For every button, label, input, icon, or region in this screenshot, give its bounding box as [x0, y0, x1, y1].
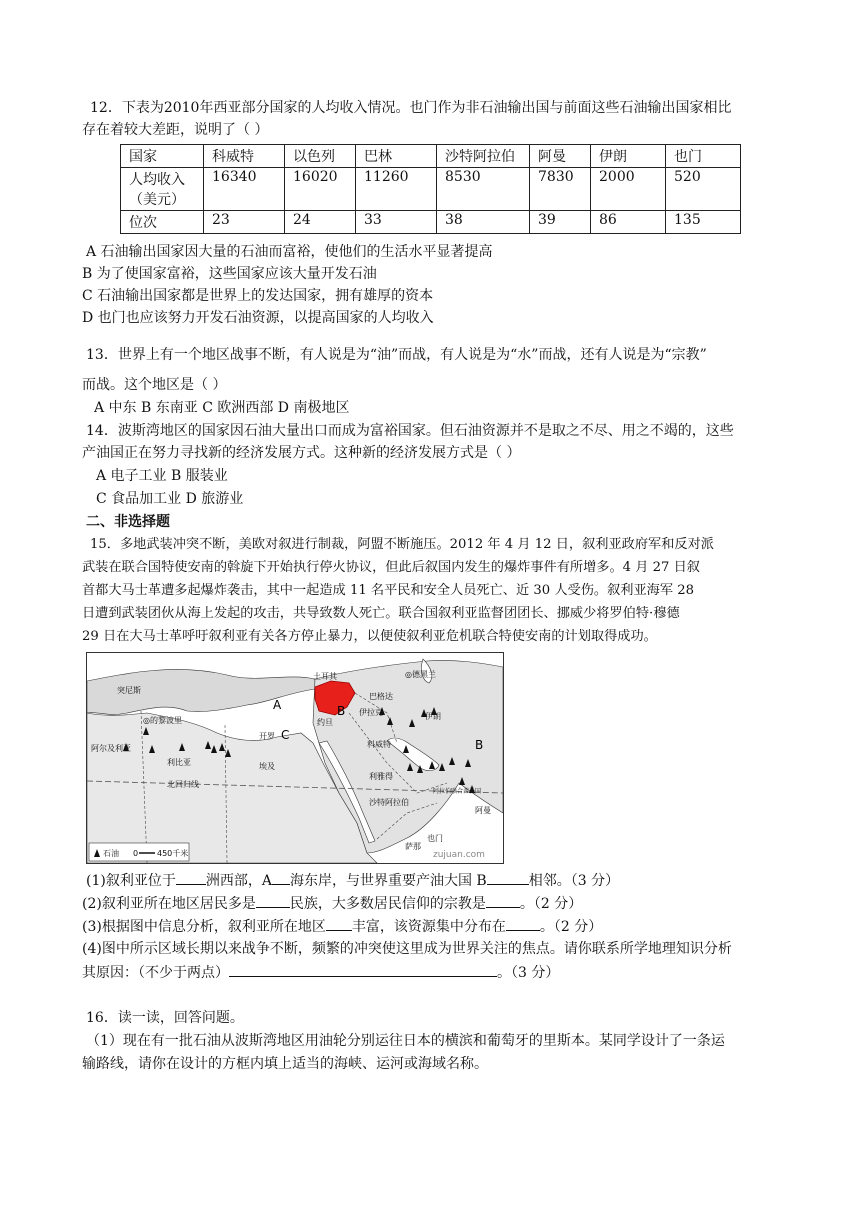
- table-cell: 86: [591, 211, 666, 234]
- q15-sub3-text: 。（2 分）: [539, 919, 603, 935]
- answer-blank[interactable]: [486, 893, 520, 908]
- q16-line1: （1）现在有一批石油从波斯湾地区用油轮分别运往日本的横滨和葡萄牙的里斯本。某同学设计了一条运: [86, 1033, 725, 1049]
- map-watermark: zujuan.com: [433, 850, 485, 860]
- legend-scale-zero: 0: [133, 849, 139, 858]
- q15-paragraph-line3: 首都大马士革遭多起爆炸袭击，其中一起造成 11 名平民和安全人员死亡、近 30 人受伤。叙利亚海军 28: [82, 583, 694, 598]
- map-label-yemen: 也门: [427, 834, 443, 843]
- table-cell: 11260: [356, 168, 437, 211]
- q16-title: 16．读一读，回答问题。: [86, 1010, 244, 1026]
- q15-sub2-text: (2)叙利亚所在地区居民多是: [82, 896, 256, 912]
- q12-option-a: A 石油输出国家因大量的石油而富裕，使他们的生活水平显著提高: [86, 244, 493, 260]
- table-cell: 23: [204, 211, 285, 234]
- q15-paragraph-line5: 29 日在大马士革呼吁叙利亚有关各方停止暴力，以便使叙利亚危机联合特使安南的计划取得成功。: [82, 629, 657, 644]
- map-label-jordan: 约旦: [317, 718, 333, 727]
- map-label-tripoli: ◎的黎波里: [143, 716, 182, 725]
- q12-stem-line2: 存在着较大差距，说明了（ ）: [82, 122, 269, 138]
- q15-sub2-text: 民族，大多数居民信仰的宗教是: [289, 896, 486, 912]
- table-cell: 以色列: [285, 145, 356, 168]
- income-table: [120, 144, 741, 234]
- table-cell: 16020: [285, 168, 356, 211]
- map-letter-a: A: [273, 698, 282, 712]
- table-cell: 135: [666, 211, 741, 234]
- table-row: [121, 145, 741, 168]
- table-cell: [121, 168, 204, 211]
- map-label-oman: 阿曼: [475, 806, 491, 815]
- q15-sub4-line1: (4)图中所示区域长期以来战争不断，频繁的冲突使这里成为世界关注的焦点。请你联系所学地理知识分析: [82, 941, 732, 957]
- map-label-baghdad: 巴格达: [369, 692, 393, 701]
- q13-options: A 中东 B 东南亚 C 欧洲西部 D 南极地区: [94, 400, 350, 416]
- map-label-libya: 利比亚: [167, 758, 191, 767]
- table-cell: 科威特: [204, 145, 285, 168]
- table-cell: 39: [530, 211, 591, 234]
- map-label-uae: 阿拉伯联合酋长国: [433, 788, 482, 795]
- map-label-cairo: 开罗: [259, 732, 275, 741]
- q15-paragraph-line2: 武装在联合国特使安南的斡旋下开始执行停火协议，但此后叙国内发生的爆炸事件有所增多。4 月 27 日叙: [82, 560, 700, 575]
- answer-blank[interactable]: [326, 916, 352, 931]
- q15-sub3-text: (3)根据图中信息分析，叙利亚所在地区: [82, 919, 326, 935]
- answer-blank[interactable]: [272, 870, 290, 885]
- q15-paragraph-line1: 15．多地武装冲突不断，美欧对叙进行制裁，阿盟不断施压。2012 年 4 月 12 日，叙利亚政府军和反对派: [90, 537, 714, 552]
- q14-options-row2: C 食品加工业 D 旅游业: [96, 491, 244, 507]
- map-label-tehran: ◎德黑兰: [405, 670, 436, 679]
- table-cell: 伊朗: [591, 145, 666, 168]
- table-cell: 巴林: [356, 145, 437, 168]
- map-label-algeria: 阿尔及利亚: [91, 744, 131, 753]
- table-cell: 位次: [121, 211, 204, 234]
- middle-east-map: [86, 652, 504, 864]
- map-label-saudi: 沙特阿拉伯: [369, 798, 409, 807]
- q15-sub1-text: 相邻。（3 分）: [528, 873, 620, 889]
- q14-stem-line1: 14．波斯湾地区的国家因石油大量出口而成为富裕国家。但石油资源并不是取之不尽、用之不竭的，这些: [86, 423, 734, 439]
- table-cell: 沙特阿拉伯: [437, 145, 530, 168]
- q15-sub4-text: 。（3 分）: [497, 965, 560, 981]
- q13-stem-line1: 13．世界上有一个地区战事不断，有人说是为“油”而战，有人说是为“水”而战，还有人说是为“宗教”: [86, 347, 707, 363]
- q15-sub1-text: 海东岸，与世界重要产油大国 B: [289, 873, 487, 889]
- map-letter-b-east: B: [475, 738, 484, 752]
- table-cell: 2000: [591, 168, 666, 211]
- table-cell: 8530: [437, 168, 530, 211]
- q12-option-b: B 为了使国家富裕，这些国家应该大量开发石油: [82, 266, 377, 282]
- legend-oil-label: 石油: [103, 849, 119, 858]
- table-cell: 7830: [530, 168, 591, 211]
- q15-sub2-text: 。（2 分）: [519, 896, 583, 912]
- income-label-1: 人均收入: [129, 172, 185, 188]
- map-label-tunis: 突尼斯: [117, 686, 141, 695]
- q14-stem-line2: 产油国正在努力寻找新的经济发展方式。这种新的经济发展方式是（ ）: [82, 445, 521, 461]
- q15-sub4-text: 其原因：（不少于两点）: [82, 965, 229, 981]
- map-label-riyadh: 利雅得: [369, 772, 393, 781]
- map-label-tropic: 北回归线: [167, 780, 199, 789]
- q15-sub1: [86, 870, 619, 891]
- map-letter-c: C: [281, 728, 290, 742]
- map-label-iraq: 伊拉克: [359, 708, 383, 717]
- q15-sub3-text: 丰富，该资源集中分布在: [351, 919, 506, 935]
- table-row: [121, 168, 741, 211]
- table-cell: 国家: [121, 145, 204, 168]
- map-label-sanaa: 萨那: [405, 842, 421, 851]
- q15-sub1-text: (1)叙利亚位于: [86, 873, 176, 889]
- legend-scale-label: 450千米: [157, 849, 189, 858]
- table-cell: 38: [437, 211, 530, 234]
- map-label-egypt: 埃及: [259, 762, 275, 771]
- q16-line2: 输路线，请你在设计的方框内填上适当的海峡、运河或海域名称。: [82, 1056, 488, 1072]
- table-cell: 16340: [204, 168, 285, 211]
- answer-blank[interactable]: [176, 870, 206, 885]
- map-label-turkey: 土耳其: [313, 672, 337, 681]
- table-cell: 520: [666, 168, 741, 211]
- q13-stem-line2: 而战。这个地区是（ ）: [82, 377, 227, 393]
- q12-stem-line1: 12．下表为2010年西亚部分国家的人均收入情况。也门作为非石油输出国与前面这些石油输出国家相比: [90, 100, 732, 116]
- q12-option-c: C 石油输出国家都是世界上的发达国家，拥有雄厚的资本: [82, 288, 434, 304]
- map-label-kuwait: 科威特: [367, 740, 391, 749]
- answer-blank[interactable]: [506, 916, 540, 931]
- map-letter-b-north: B: [337, 704, 346, 718]
- table-row: [121, 211, 741, 234]
- q15-sub3: [82, 916, 602, 937]
- answer-blank[interactable]: [229, 962, 497, 977]
- income-label-2: （美元）: [129, 192, 185, 208]
- q15-sub2: [82, 893, 582, 914]
- q12-option-d: D 也门也应该努力开发石油资源，以提高国家的人均收入: [82, 310, 434, 326]
- q15-sub1-text: 洲西部，A: [205, 873, 272, 889]
- answer-blank[interactable]: [487, 870, 529, 885]
- q15-sub4-line2: [82, 962, 559, 983]
- q15-paragraph-line4: 日遭到武装团伙从海上发起的攻击，共导致数人死亡。联合国叙利亚监督团团长、挪威少将罗伯特·穆德: [82, 606, 680, 621]
- table-cell: 24: [285, 211, 356, 234]
- answer-blank[interactable]: [256, 893, 290, 908]
- map-label-iran: 伊朗: [425, 712, 441, 721]
- table-cell: 阿曼: [530, 145, 591, 168]
- table-cell: 33: [356, 211, 437, 234]
- section-title: 二、非选择题: [86, 514, 170, 530]
- q14-options-row1: A 电子工业 B 服装业: [96, 468, 228, 484]
- table-cell: 也门: [666, 145, 741, 168]
